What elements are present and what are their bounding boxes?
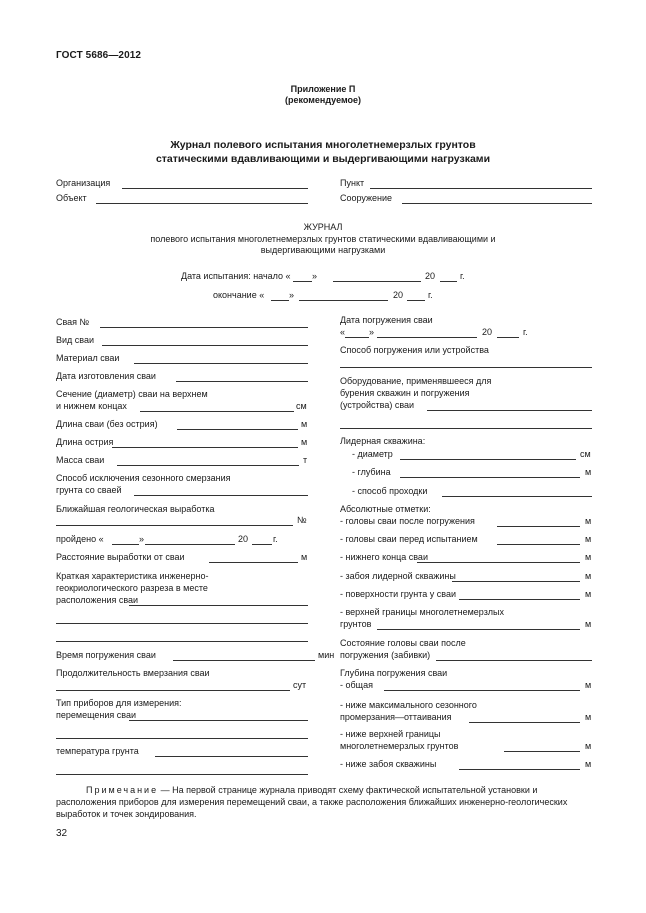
equipment-label-3: (устройства) сваи <box>340 400 415 410</box>
passed-month-field[interactable] <box>145 544 235 545</box>
section-field[interactable] <box>140 411 294 412</box>
ground-surface-label: - поверхности грунта у сваи <box>340 589 456 599</box>
year-suffix: г. <box>460 271 465 281</box>
unit-cm: см <box>296 401 307 411</box>
unit-m: м <box>585 741 592 751</box>
unit-m: м <box>585 759 592 769</box>
depth-field[interactable] <box>400 477 580 478</box>
drilling-method-field[interactable] <box>442 496 592 497</box>
below-upper-field[interactable] <box>504 751 580 752</box>
ground-surface-field[interactable] <box>459 599 580 600</box>
date-start-label: Дата испытания: начало « <box>181 271 291 281</box>
below-max-label-1: - ниже максимального сезонного <box>340 700 477 710</box>
pile-no-label: Свая № <box>56 317 90 327</box>
page-number: 32 <box>56 828 68 839</box>
footnote-label: Примечание <box>86 785 159 795</box>
section-label-1: Сечение (диаметр) сваи на верхнем <box>56 389 208 399</box>
brief-label-3: расположения сваи <box>56 595 139 605</box>
year-prefix: 20 <box>393 290 404 300</box>
tip-length-field[interactable] <box>112 447 298 448</box>
lower-end-field[interactable] <box>417 562 580 563</box>
length-no-tip-label: Длина сваи (без острия) <box>56 419 158 429</box>
pile-mass-label: Масса сваи <box>56 455 105 465</box>
date-start-day-field[interactable] <box>293 281 312 282</box>
unit-cm: см <box>580 449 591 459</box>
document-title-line1: Журнал полевого испытания многолетнемерзлых грунтов <box>170 139 476 151</box>
year-suffix: г. <box>523 327 528 337</box>
point-label: Пункт <box>340 178 365 188</box>
quote-open: « <box>340 327 346 337</box>
devices-label-2: перемещения сваи <box>56 710 136 720</box>
year-suffix: г. <box>428 290 433 300</box>
unit-m: м <box>585 552 592 562</box>
point-field[interactable] <box>370 188 592 189</box>
passed-label: пройдено « <box>56 534 104 544</box>
immersion-time-label: Время погружения сваи <box>56 650 156 660</box>
head-before-field[interactable] <box>497 544 580 545</box>
below-upper-label-1: - ниже верхней границы <box>340 729 441 739</box>
below-max-label-2: промерзания—оттаивания <box>340 712 452 722</box>
number-sign: № <box>297 515 307 525</box>
ground-temp-field-1[interactable] <box>155 756 308 757</box>
immersion-date-label: Дата погружения сваи <box>340 315 433 325</box>
quote-close: » <box>369 327 375 337</box>
leader-bottom-field[interactable] <box>452 581 580 582</box>
upper-bound-field[interactable] <box>377 629 580 630</box>
quote-close: » <box>139 534 145 544</box>
unit-m: м <box>585 619 592 629</box>
head-state-label-1: Состояние головы сваи после <box>340 638 466 648</box>
date-start-month-field[interactable] <box>333 281 421 282</box>
nearest-field[interactable] <box>56 525 293 526</box>
date-end-month-field[interactable] <box>299 300 388 301</box>
upper-bound-label-2: грунтов <box>340 619 372 629</box>
passed-year-field[interactable] <box>252 544 272 545</box>
year-prefix: 20 <box>238 534 249 544</box>
pile-material-label: Материал сваи <box>56 353 120 363</box>
ground-temp-label: температура грунта <box>56 746 139 756</box>
displacement-device-field-2[interactable] <box>56 738 308 739</box>
organization-label: Организация <box>56 178 111 188</box>
equipment-label-2: бурения скважин и погружения <box>340 388 470 398</box>
brief-field-1[interactable] <box>129 605 308 606</box>
head-state-field[interactable] <box>436 660 592 661</box>
devices-label-1: Тип приборов для измерения: <box>56 698 182 708</box>
immersion-month-field[interactable] <box>377 337 477 338</box>
drilling-method-label: - способ проходки <box>352 486 428 496</box>
brief-label-2: геокриологического разреза в месте <box>56 583 208 593</box>
equipment-field-1[interactable] <box>427 410 592 411</box>
brief-label-1: Краткая характеристика инженерно- <box>56 571 209 581</box>
depth-label: - глубина <box>352 467 391 477</box>
journal-line2: выдергивающими нагрузками <box>260 245 386 255</box>
immersion-time-field[interactable] <box>173 660 315 661</box>
freezing-duration-label: Продолжительность вмерзания сваи <box>56 668 210 678</box>
unit-m: м <box>585 680 592 690</box>
heave-label-2: грунта со сваей <box>56 485 122 495</box>
distance-field[interactable] <box>209 562 298 563</box>
pile-mass-field[interactable] <box>117 465 299 466</box>
displacement-device-field-1[interactable] <box>129 720 308 721</box>
brief-field-3[interactable] <box>56 641 308 642</box>
ground-temp-field-2[interactable] <box>56 774 308 775</box>
date-start-year-field[interactable] <box>440 281 457 282</box>
pile-type-label: Вид сваи <box>56 335 94 345</box>
head-after-label: - головы сваи после погружения <box>340 516 475 526</box>
structure-label: Сооружение <box>340 193 393 203</box>
length-no-tip-field[interactable] <box>177 429 298 430</box>
structure-field[interactable] <box>402 203 592 204</box>
equipment-field-2[interactable] <box>340 428 592 429</box>
immersion-method-label: Способ погружения или устройства <box>340 345 489 355</box>
document-title-line2: статическими вдавливающими и выдергивающими нагрузками <box>155 153 491 165</box>
pile-material-field[interactable] <box>134 363 308 364</box>
unit-m: м <box>301 552 308 562</box>
passed-day-field[interactable] <box>112 544 139 545</box>
equipment-label-1: Оборудование, применявшееся для <box>340 376 492 386</box>
journal-line1: полевого испытания многолетнемерзлых грунтов статическими вдавливающими и <box>150 234 496 244</box>
quote-close: » <box>312 271 318 281</box>
unit-m: м <box>585 589 592 599</box>
footnote <box>56 784 596 820</box>
lower-end-label: - нижнего конца сваи <box>340 552 428 562</box>
unit-m: м <box>301 419 308 429</box>
unit-m: м <box>585 571 592 581</box>
year-prefix: 20 <box>425 271 436 281</box>
unit-m: м <box>301 437 308 447</box>
total-depth-label: - общая <box>340 680 373 690</box>
date-end-year-field[interactable] <box>407 300 425 301</box>
manufacture-date-field[interactable] <box>176 381 308 382</box>
quote-close: » <box>289 290 295 300</box>
upper-bound-label-1: - верхней границы многолетнемерзлых <box>340 607 504 617</box>
journal-heading: ЖУРНАЛ <box>303 222 343 232</box>
total-depth-field[interactable] <box>384 690 580 691</box>
unit-m: м <box>585 534 592 544</box>
below-bottom-field[interactable] <box>459 769 580 770</box>
date-end-label: окончание « <box>213 290 265 300</box>
abs-marks-label: Абсолютные отметки: <box>340 504 431 514</box>
pile-no-field[interactable] <box>100 327 308 328</box>
standard-code: ГОСТ 5686—2012 <box>56 50 142 61</box>
head-after-field[interactable] <box>497 526 580 527</box>
year-suffix: г. <box>273 534 278 544</box>
diameter-field[interactable] <box>400 459 576 460</box>
distance-label: Расстояние выработки от сваи <box>56 552 185 562</box>
immersion-day-field[interactable] <box>345 337 369 338</box>
heave-label-1: Способ исключения сезонного смерзания <box>56 473 231 483</box>
unit-day: сут <box>293 680 307 690</box>
brief-field-2[interactable] <box>56 623 308 624</box>
tip-length-label: Длина острия <box>56 437 114 447</box>
unit-min: мин <box>318 650 335 660</box>
below-bottom-label: - ниже забоя скважины <box>340 759 437 769</box>
nearest-label: Ближайшая геологическая выработка <box>56 504 215 514</box>
section-label-2: и нижнем концах <box>56 401 127 411</box>
unit-m: м <box>585 712 592 722</box>
object-label: Объект <box>56 193 87 203</box>
leader-bottom-label: - забоя лидерной скважины <box>340 571 456 581</box>
manufacture-date-label: Дата изготовления сваи <box>56 371 156 381</box>
appendix-name: Приложение П <box>290 84 356 94</box>
unit-m: м <box>585 516 592 526</box>
immersion-year-field[interactable] <box>497 337 519 338</box>
immersion-method-field[interactable] <box>340 367 592 368</box>
object-field[interactable] <box>96 203 308 204</box>
year-prefix: 20 <box>482 327 493 337</box>
footnote-text: — На первой странице журнала приводят схему фактической испытательной установки и расположения приборов для измерения перемещений сваи, а также расположения ближайших инженерно-геологических выработок и точек зондирования. <box>56 785 568 819</box>
date-end-day-field[interactable] <box>271 300 289 301</box>
freezing-duration-field[interactable] <box>56 690 290 691</box>
depth-immersion-label: Глубина погружения сваи <box>340 668 448 678</box>
unit-m: м <box>585 467 592 477</box>
organization-field[interactable] <box>122 188 308 189</box>
appendix-status: (рекомендуемое) <box>285 95 361 105</box>
head-before-label: - головы сваи перед испытанием <box>340 534 478 544</box>
below-upper-label-2: многолетнемерзлых грунтов <box>340 741 459 751</box>
below-max-field[interactable] <box>469 722 580 723</box>
unit-t: т <box>303 455 308 465</box>
heave-field[interactable] <box>134 495 308 496</box>
leader-well-label: Лидерная скважина: <box>340 436 426 446</box>
diameter-label: - диаметр <box>352 449 393 459</box>
head-state-label-2: погружения (забивки) <box>340 650 431 660</box>
pile-type-field[interactable] <box>102 345 308 346</box>
